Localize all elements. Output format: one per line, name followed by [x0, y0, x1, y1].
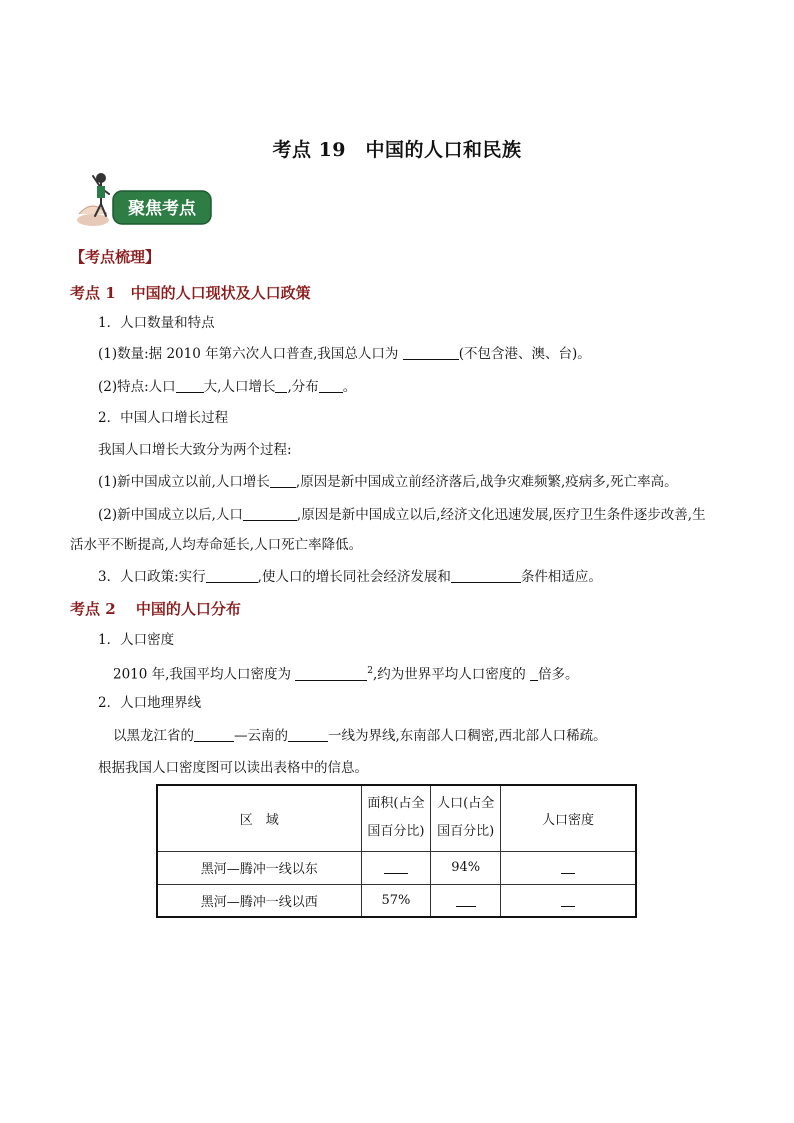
kp2-item2-text: 以黑龙江省的 —云南的 一线为界线,东南部人口稠密,西北部人口稀疏。 — [113, 728, 607, 744]
answer-blank — [530, 666, 538, 681]
answer-blank — [176, 378, 204, 393]
table-header-row — [157, 785, 636, 851]
answer-blank — [451, 568, 521, 583]
cell-population: 94% — [431, 851, 501, 884]
cell-region: 黑河—腾冲一线以西 — [157, 884, 361, 917]
kp1-item2-intro: 我国人口增长大致分为两个过程: — [98, 442, 292, 458]
table-row — [157, 884, 636, 917]
table-row — [157, 851, 636, 884]
badge-text: 聚焦考点 — [128, 199, 196, 219]
answer-blank — [206, 568, 258, 583]
kp2-item1-title: 1．人口密度 — [98, 632, 175, 648]
kp2-heading: 考点 2 中国的人口分布 — [70, 600, 241, 618]
cell-area — [361, 851, 431, 884]
answer-blank — [319, 378, 343, 393]
population-table — [156, 784, 637, 918]
answer-blank — [270, 473, 296, 488]
cell-population — [431, 884, 501, 917]
cell-area: 57% — [361, 884, 431, 917]
kp1-item1-b: (2)特点:人口 大,人口增长 ,分布 。 — [98, 379, 357, 395]
kp2-table-intro: 根据我国人口密度图可以读出表格中的信息。 — [98, 760, 368, 776]
header-area: 面积(占全 国百分比) — [361, 785, 431, 851]
cell-density — [501, 884, 636, 917]
answer-blank — [561, 859, 575, 874]
answer-blank — [384, 859, 408, 874]
answer-blank — [243, 506, 297, 521]
answer-blank — [194, 727, 234, 742]
kp2-item1-text: 2010 年,我国平均人口密度为 $^2$,约为世界平均人口密度的 倍多。 — [113, 666, 579, 683]
kp1-item2-b-cont: 活水平不断提高,人均寿命延长,人口死亡率降低。 — [70, 537, 363, 553]
header-density: 人口密度 — [501, 785, 636, 851]
focus-badge — [73, 168, 213, 230]
section-heading: 【考点梳理】 — [70, 248, 161, 266]
kp1-item1-a: (1)数量:据 2010 年第六次人口普查,我国总人口为 (不包含港、澳、台)。 — [98, 346, 591, 362]
answer-blank — [561, 892, 575, 907]
page-title: 考点 19 中国的人口和民族 — [272, 139, 522, 161]
kp1-item2-title: 2．中国人口增长过程 — [98, 410, 229, 426]
kp1-item2-a: (1)新中国成立以前,人口增长 ,原因是新中国成立前经济落后,战争灾难频繁,疫病多,死亡率高。 — [98, 474, 678, 490]
answer-blank — [275, 378, 287, 393]
answer-blank — [288, 727, 328, 742]
answer-blank — [295, 666, 367, 681]
answer-blank — [403, 345, 459, 360]
cell-density — [501, 851, 636, 884]
kp1-item3: 3．人口政策:实行 ,使人口的增长同社会经济发展和 条件相适应。 — [98, 569, 602, 585]
kp1-heading: 考点 1 中国的人口现状及人口政策 — [70, 284, 311, 302]
kp1-item2-b: (2)新中国成立以后,人口 ,原因是新中国成立以后,经济文化迅速发展,医疗卫生条件逐步改善,生 — [98, 507, 706, 523]
answer-blank — [456, 892, 476, 907]
cell-region: 黑河—腾冲一线以东 — [157, 851, 361, 884]
header-region: 区 域 — [157, 785, 361, 851]
header-population: 人口(占全 国百分比) — [431, 785, 501, 851]
kp1-item1-title: 1．人口数量和特点 — [98, 315, 215, 331]
student-figure-icon — [77, 173, 109, 226]
kp2-item2-title: 2．人口地理界线 — [98, 695, 202, 711]
